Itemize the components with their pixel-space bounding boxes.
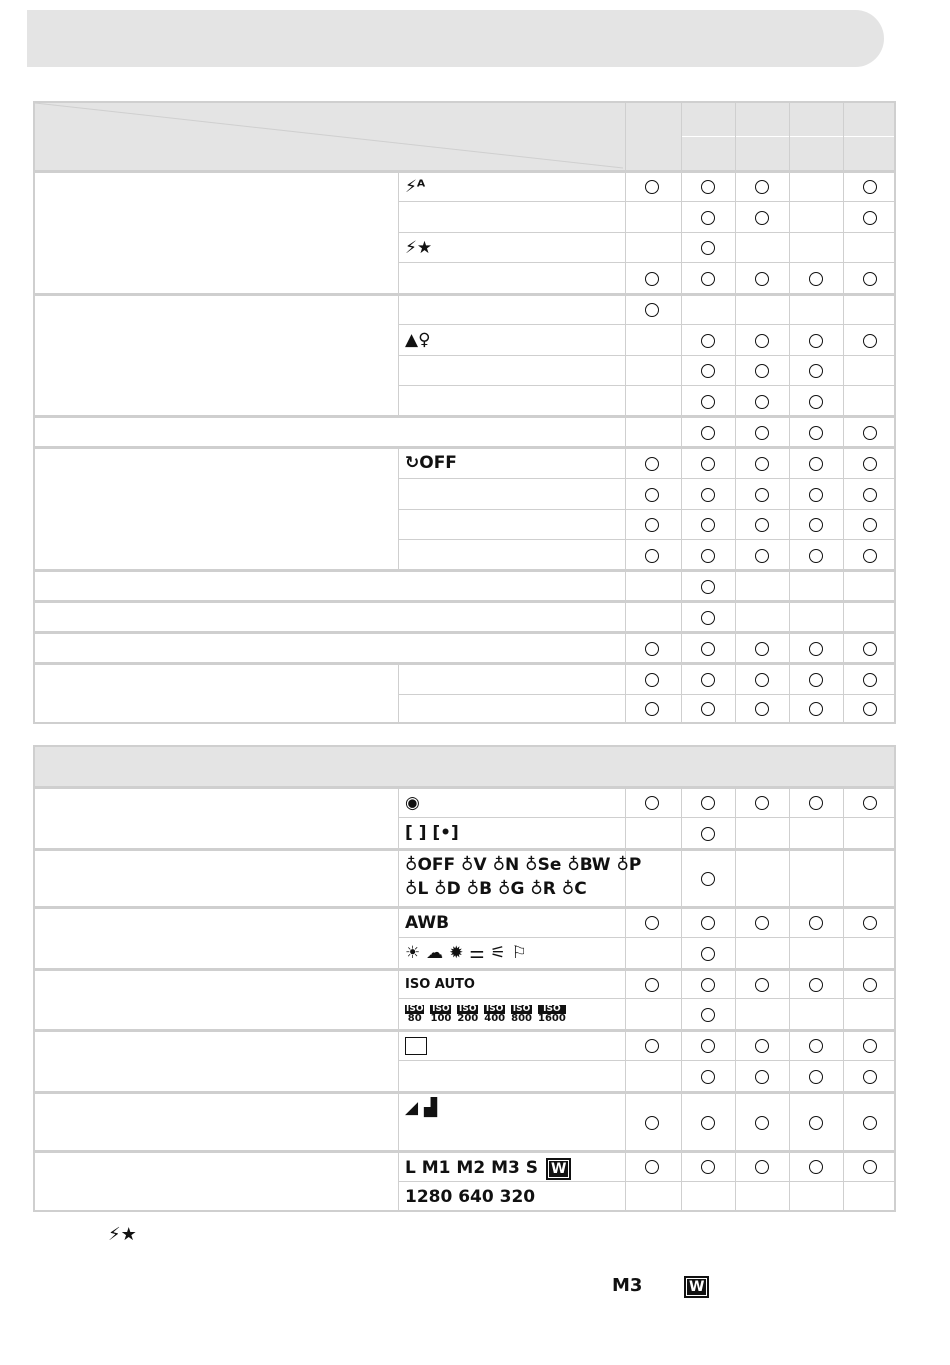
- w-icon: W: [546, 1158, 571, 1180]
- row-divider: [35, 600, 894, 603]
- availability-mark: [863, 673, 877, 687]
- function-table-2: [33, 745, 896, 1212]
- iso-100-icon: ISO 100: [430, 1004, 452, 1024]
- row-divider: [398, 1060, 894, 1061]
- availability-mark: [809, 796, 823, 810]
- iso-values-icons: [405, 1005, 572, 1025]
- availability-mark: [645, 518, 659, 532]
- availability-mark: [863, 1160, 877, 1174]
- availability-mark: [809, 1160, 823, 1174]
- availability-mark: [755, 518, 769, 532]
- availability-mark: [701, 1070, 715, 1084]
- table-header-mode-group: [682, 103, 894, 136]
- label-icon-divider: [398, 664, 399, 722]
- row-divider: [35, 968, 894, 971]
- row-divider: [398, 478, 894, 479]
- row-divider: [398, 817, 894, 818]
- drive-single-icon: [405, 1037, 427, 1055]
- availability-mark: [645, 1160, 659, 1174]
- auto-white-balance-icon: AWB: [405, 913, 450, 933]
- row-divider: [398, 232, 894, 233]
- row-divider: [35, 446, 894, 449]
- availability-mark: [701, 872, 715, 886]
- flash-slow-sync-icon: ⚡★: [405, 238, 433, 258]
- row-divider: [35, 1091, 894, 1094]
- row-divider: [35, 415, 894, 418]
- column-divider: [625, 103, 626, 722]
- availability-mark: [701, 518, 715, 532]
- availability-mark: [755, 457, 769, 471]
- availability-mark: [755, 334, 769, 348]
- compression-icons: ◢ ▟: [405, 1098, 438, 1118]
- availability-mark: [755, 978, 769, 992]
- availability-mark: [755, 272, 769, 286]
- availability-mark: [701, 947, 715, 961]
- availability-mark: [863, 1070, 877, 1084]
- iso-80-icon: ISO 80: [406, 1004, 424, 1024]
- function-table-1: [33, 101, 896, 724]
- availability-mark: [701, 1008, 715, 1022]
- label-icon-divider: [398, 970, 399, 1029]
- label-icon-divider: [398, 908, 399, 968]
- row-divider: [35, 662, 894, 665]
- row-divider: [398, 355, 894, 356]
- availability-mark: [701, 180, 715, 194]
- availability-mark: [701, 395, 715, 409]
- availability-mark: [863, 488, 877, 502]
- availability-mark: [645, 642, 659, 656]
- availability-mark: [755, 549, 769, 563]
- column-divider: [843, 103, 844, 722]
- availability-mark: [645, 702, 659, 716]
- white-balance-icons: ☀ ☁ ✹ ⚌ ⚟ ⚐: [405, 943, 527, 963]
- label-icon-divider: [398, 850, 399, 906]
- row-divider: [398, 694, 894, 695]
- availability-mark: [755, 1039, 769, 1053]
- availability-mark: [863, 642, 877, 656]
- availability-mark: [701, 549, 715, 563]
- availability-mark: [863, 426, 877, 440]
- availability-mark: [755, 673, 769, 687]
- availability-mark: [701, 364, 715, 378]
- row-divider: [35, 1029, 894, 1032]
- availability-mark: [645, 303, 659, 317]
- availability-mark: [645, 272, 659, 286]
- availability-mark: [809, 488, 823, 502]
- availability-mark: [809, 702, 823, 716]
- row-divider: [35, 569, 894, 572]
- availability-mark: [755, 488, 769, 502]
- row-divider: [398, 509, 894, 510]
- availability-mark: [701, 916, 715, 930]
- availability-mark: [809, 518, 823, 532]
- availability-mark: [809, 457, 823, 471]
- row-divider: [35, 786, 894, 789]
- iso-400-icon: ISO 400: [484, 1004, 506, 1024]
- label-icon-divider: [398, 1093, 399, 1150]
- availability-mark: [863, 211, 877, 225]
- availability-mark: [701, 702, 715, 716]
- iso-800-icon: ISO 800: [511, 1004, 532, 1024]
- row-divider: [398, 262, 894, 263]
- footnote-2-w-icon: [684, 1275, 709, 1298]
- row-divider: [398, 1181, 894, 1182]
- availability-mark: [863, 978, 877, 992]
- row-divider: [35, 906, 894, 909]
- row-divider: [398, 998, 894, 999]
- availability-mark: [755, 1160, 769, 1174]
- availability-mark: [809, 1070, 823, 1084]
- column-divider: [735, 103, 736, 722]
- availability-mark: [701, 673, 715, 687]
- row-divider: [35, 848, 894, 851]
- availability-mark: [863, 272, 877, 286]
- w-icon: W: [684, 1276, 709, 1298]
- availability-mark: [755, 916, 769, 930]
- availability-mark: [863, 334, 877, 348]
- availability-mark: [809, 549, 823, 563]
- availability-mark: [809, 334, 823, 348]
- resolution-icons: L M1 M2 M3 S W: [405, 1158, 571, 1180]
- flash-auto-icon: ⚡ᴬ: [405, 177, 426, 197]
- availability-mark: [863, 180, 877, 194]
- availability-mark: [863, 518, 877, 532]
- availability-mark: [645, 549, 659, 563]
- availability-mark: [645, 916, 659, 930]
- row-divider: [35, 293, 894, 296]
- availability-mark: [645, 1039, 659, 1053]
- availability-mark: [645, 488, 659, 502]
- availability-mark: [863, 549, 877, 563]
- row-divider: [398, 201, 894, 202]
- iso-1600-icon: ISO 1600: [537, 1004, 566, 1024]
- metering-mode-icons: [ ] [•]: [405, 823, 459, 843]
- availability-mark: [645, 978, 659, 992]
- availability-mark: [701, 334, 715, 348]
- availability-mark: [645, 180, 659, 194]
- macro-icon: ▲♀: [405, 330, 431, 350]
- availability-mark: [701, 272, 715, 286]
- availability-mark: [755, 395, 769, 409]
- label-icon-divider: [398, 1031, 399, 1091]
- table-header-mode-2: [736, 137, 789, 170]
- my-colors-icons: ♁OFF ♁V ♁N ♁Se ♁BW ♁P ♁L ♁D ♁B ♁G ♁R ♁C: [405, 855, 642, 899]
- row-divider: [398, 385, 894, 386]
- self-timer-off-icon: ↻OFF: [405, 453, 457, 473]
- label-icon-divider: [398, 788, 399, 848]
- availability-mark: [701, 241, 715, 255]
- movie-size-icons: 1280 640 320: [405, 1187, 536, 1207]
- iso-auto-icon: ISO AUTO: [405, 977, 475, 992]
- footnote-2-m3-icon: M3: [612, 1275, 643, 1296]
- availability-mark: [755, 1116, 769, 1130]
- availability-mark: [863, 916, 877, 930]
- table-header-mode-1: [682, 137, 735, 170]
- availability-mark: [863, 457, 877, 471]
- availability-mark: [645, 1116, 659, 1130]
- availability-mark: [809, 642, 823, 656]
- table-header-mode-4: [844, 137, 894, 170]
- row-divider: [398, 539, 894, 540]
- availability-mark: [701, 827, 715, 841]
- row-divider: [35, 631, 894, 634]
- availability-mark: [809, 1116, 823, 1130]
- row-divider: [398, 324, 894, 325]
- row-divider: [35, 170, 894, 173]
- evaluative-metering-icon: ◉: [405, 793, 420, 813]
- availability-mark: [755, 180, 769, 194]
- table-header-mode-3: [790, 137, 843, 170]
- availability-mark: [863, 796, 877, 810]
- availability-mark: [863, 702, 877, 716]
- row-divider: [398, 937, 894, 938]
- availability-mark: [809, 272, 823, 286]
- column-divider: [789, 103, 790, 722]
- availability-mark: [701, 611, 715, 625]
- availability-mark: [701, 488, 715, 502]
- availability-mark: [701, 1039, 715, 1053]
- availability-mark: [645, 673, 659, 687]
- availability-mark: [755, 426, 769, 440]
- availability-mark: [701, 978, 715, 992]
- availability-mark: [809, 426, 823, 440]
- availability-mark: [701, 796, 715, 810]
- availability-mark: [701, 457, 715, 471]
- footnote-1-icon: ⚡★: [108, 1224, 137, 1245]
- availability-mark: [755, 364, 769, 378]
- availability-mark: [863, 1116, 877, 1130]
- iso-200-icon: ISO 200: [457, 1004, 479, 1024]
- availability-mark: [701, 580, 715, 594]
- header-diagonal-line: [35, 103, 625, 170]
- availability-mark: [701, 1160, 715, 1174]
- availability-mark: [701, 642, 715, 656]
- table-header-auto-column: [626, 103, 681, 170]
- availability-mark: [863, 1039, 877, 1053]
- availability-mark: [701, 426, 715, 440]
- availability-mark: [755, 1070, 769, 1084]
- availability-mark: [809, 978, 823, 992]
- availability-mark: [755, 211, 769, 225]
- availability-mark: [755, 702, 769, 716]
- availability-mark: [701, 1116, 715, 1130]
- table-2-header: [35, 747, 894, 786]
- availability-mark: [809, 364, 823, 378]
- section-title-banner: [27, 10, 884, 67]
- availability-mark: [809, 395, 823, 409]
- column-divider: [681, 103, 682, 722]
- availability-mark: [701, 211, 715, 225]
- availability-mark: [809, 673, 823, 687]
- availability-mark: [809, 1039, 823, 1053]
- availability-mark: [809, 916, 823, 930]
- availability-mark: [755, 796, 769, 810]
- availability-mark: [645, 457, 659, 471]
- row-divider: [35, 1150, 894, 1153]
- availability-mark: [645, 796, 659, 810]
- availability-mark: [755, 642, 769, 656]
